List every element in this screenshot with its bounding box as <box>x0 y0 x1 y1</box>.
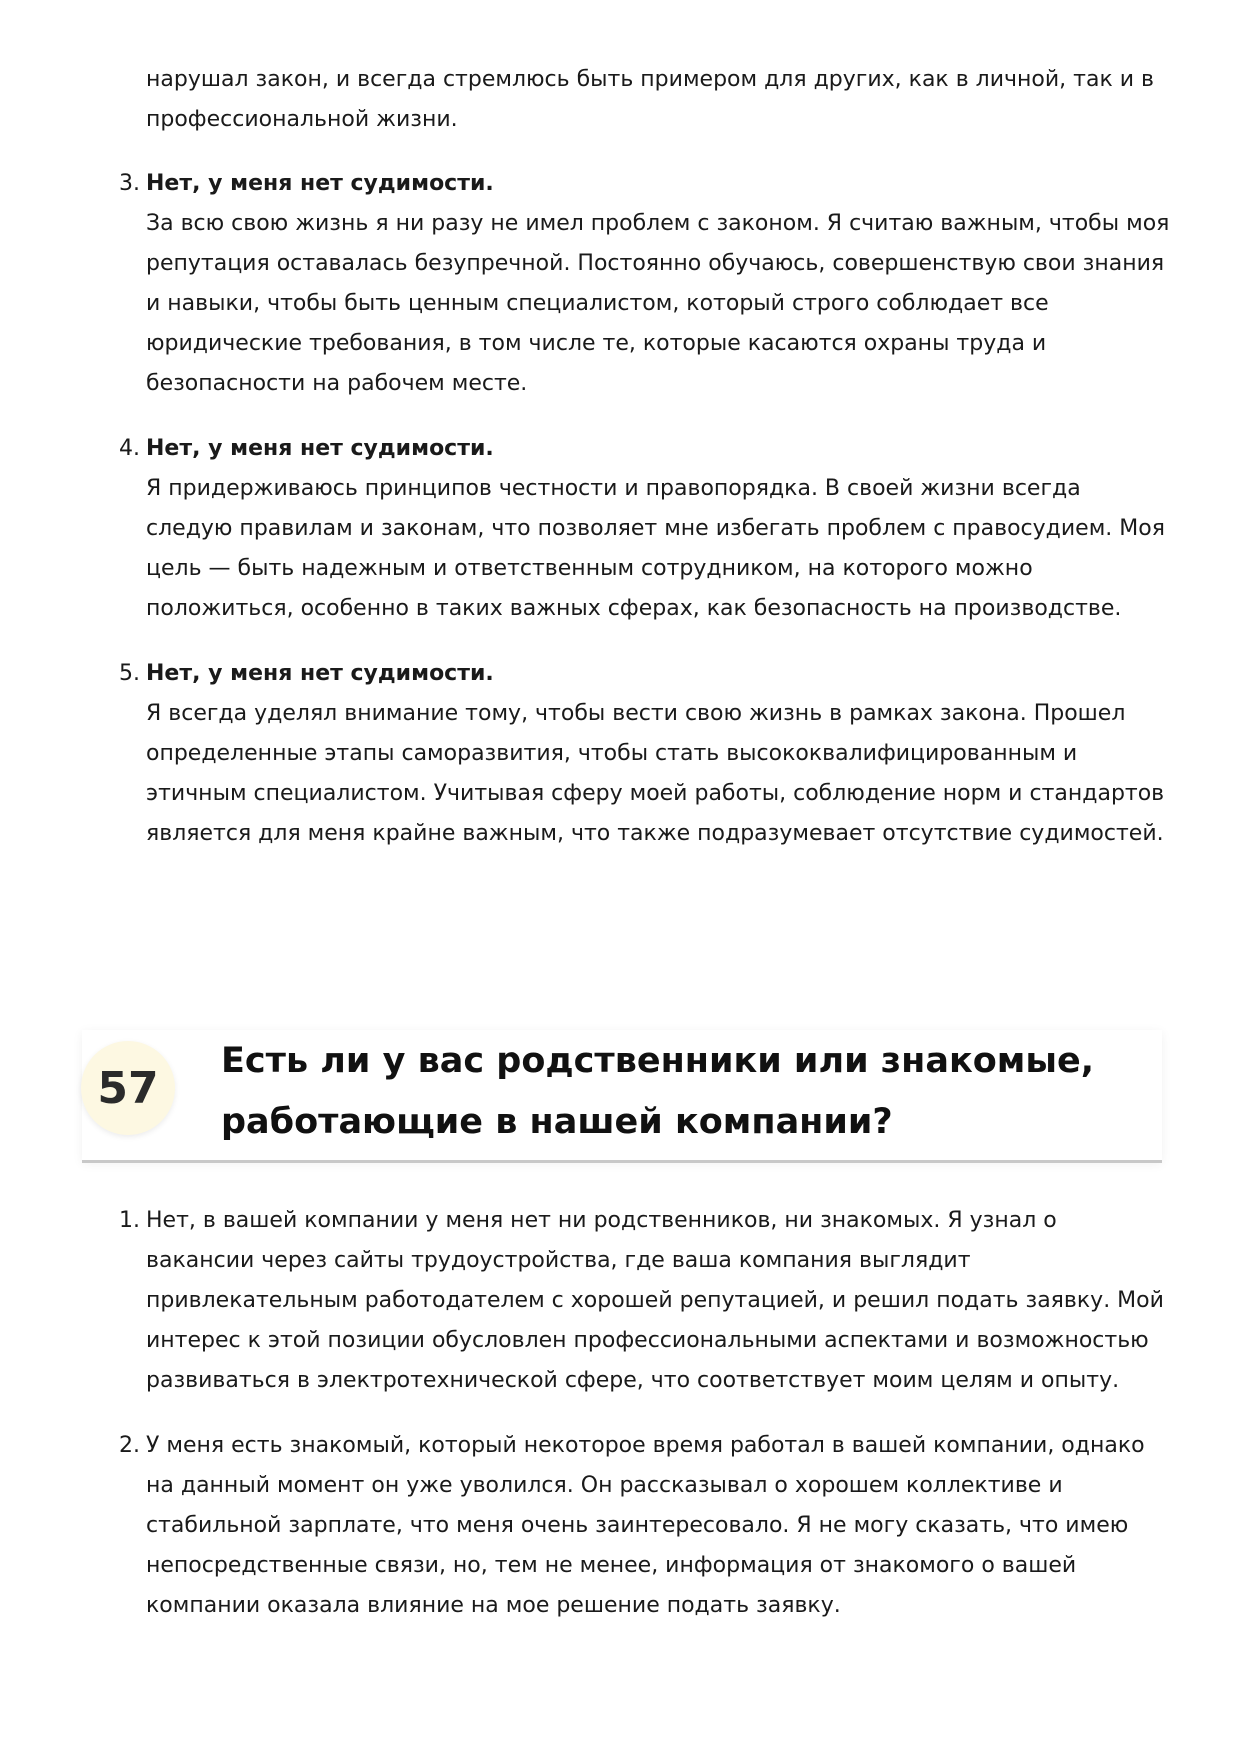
question-number-badge: 57 <box>81 1041 175 1135</box>
list-item <box>119 429 1170 629</box>
list-item <box>119 1201 1170 1401</box>
answer-text: Я придерживаюсь принципов честности и правопорядка. В своей жизни всегда следую правилам и законам, что позволяет мне избегать проблем с правосудием. Моя цель — быть надежным и ответственным сотрудником, на которого можно положиться, особенно в таких важных сферах, как безопасность на производстве. <box>146 476 1165 621</box>
answer-text: Я всегда уделял внимание тому, чтобы вести свою жизнь в рамках закона. Прошел определенные этапы саморазвития, чтобы стать высококвалифицированным и этичным специалистом. Учитывая сферу моей работы, соблюдение норм и стандартов является для меня крайне важным, что также подразумевает отсутствие судимостей. <box>146 701 1165 846</box>
list-item-number: 3. <box>119 171 140 196</box>
answer-heading: Нет, у меня нет судимости. <box>146 661 494 686</box>
answer-text: У меня есть знакомый, который некоторое время работал в вашей компании, однако на данный момент он уже уволился. Он рассказывал о хорошем коллективе и стабильной зарплате, что меня очень заинтересовало. Я не могу сказать, что имею непосредственные связи, но, тем не менее, информация от знакомого о вашей компании оказала влияние на мое решение подать заявку. <box>146 1433 1145 1618</box>
list-item-number: 4. <box>119 436 140 461</box>
question-divider <box>82 1160 1162 1163</box>
list-item-number: 2. <box>119 1433 140 1458</box>
answers-list <box>119 1201 1170 1651</box>
list-item <box>119 654 1170 854</box>
list-item <box>119 164 1170 404</box>
list-item <box>119 1426 1170 1626</box>
list-item-number: 1. <box>119 1208 140 1233</box>
list-item-number: 5. <box>119 661 140 686</box>
answer-text: Нет, в вашей компании у меня нет ни родственников, ни знакомых. Я узнал о вакансии через сайты трудоустройства, где ваша компания выглядит привлекательным работодателем с хорошей репутацией, и решил подать заявку. Мой интерес к этой позиции обусловлен профессиональными аспектами и возможностью развиваться в электротехнической сфере, что соответствует моим целям и опыту. <box>146 1208 1164 1393</box>
answer-heading: Нет, у меня нет судимости. <box>146 171 494 196</box>
previous-answers-list <box>119 164 1170 879</box>
question-title: Есть ли у вас родственники или знакомые, работающие в нашей компании? <box>221 1041 1095 1142</box>
answer-heading: Нет, у меня нет судимости. <box>146 436 494 461</box>
answer-text: За всю свою жизнь я ни разу не имел проблем с законом. Я считаю важным, чтобы моя репутация оставалась безупречной. Постоянно обучаюсь, совершенствую свои знания и навыки, чтобы быть ценным специалистом, который строго соблюдает все юридические требования, в том числе те, которые касаются охраны труда и безопасности на рабочем месте. <box>146 211 1170 396</box>
intro-tail-paragraph: нарушал закон, и всегда стремлюсь быть примером для других, как в личной, так и в профессиональной жизни. <box>146 67 1154 132</box>
